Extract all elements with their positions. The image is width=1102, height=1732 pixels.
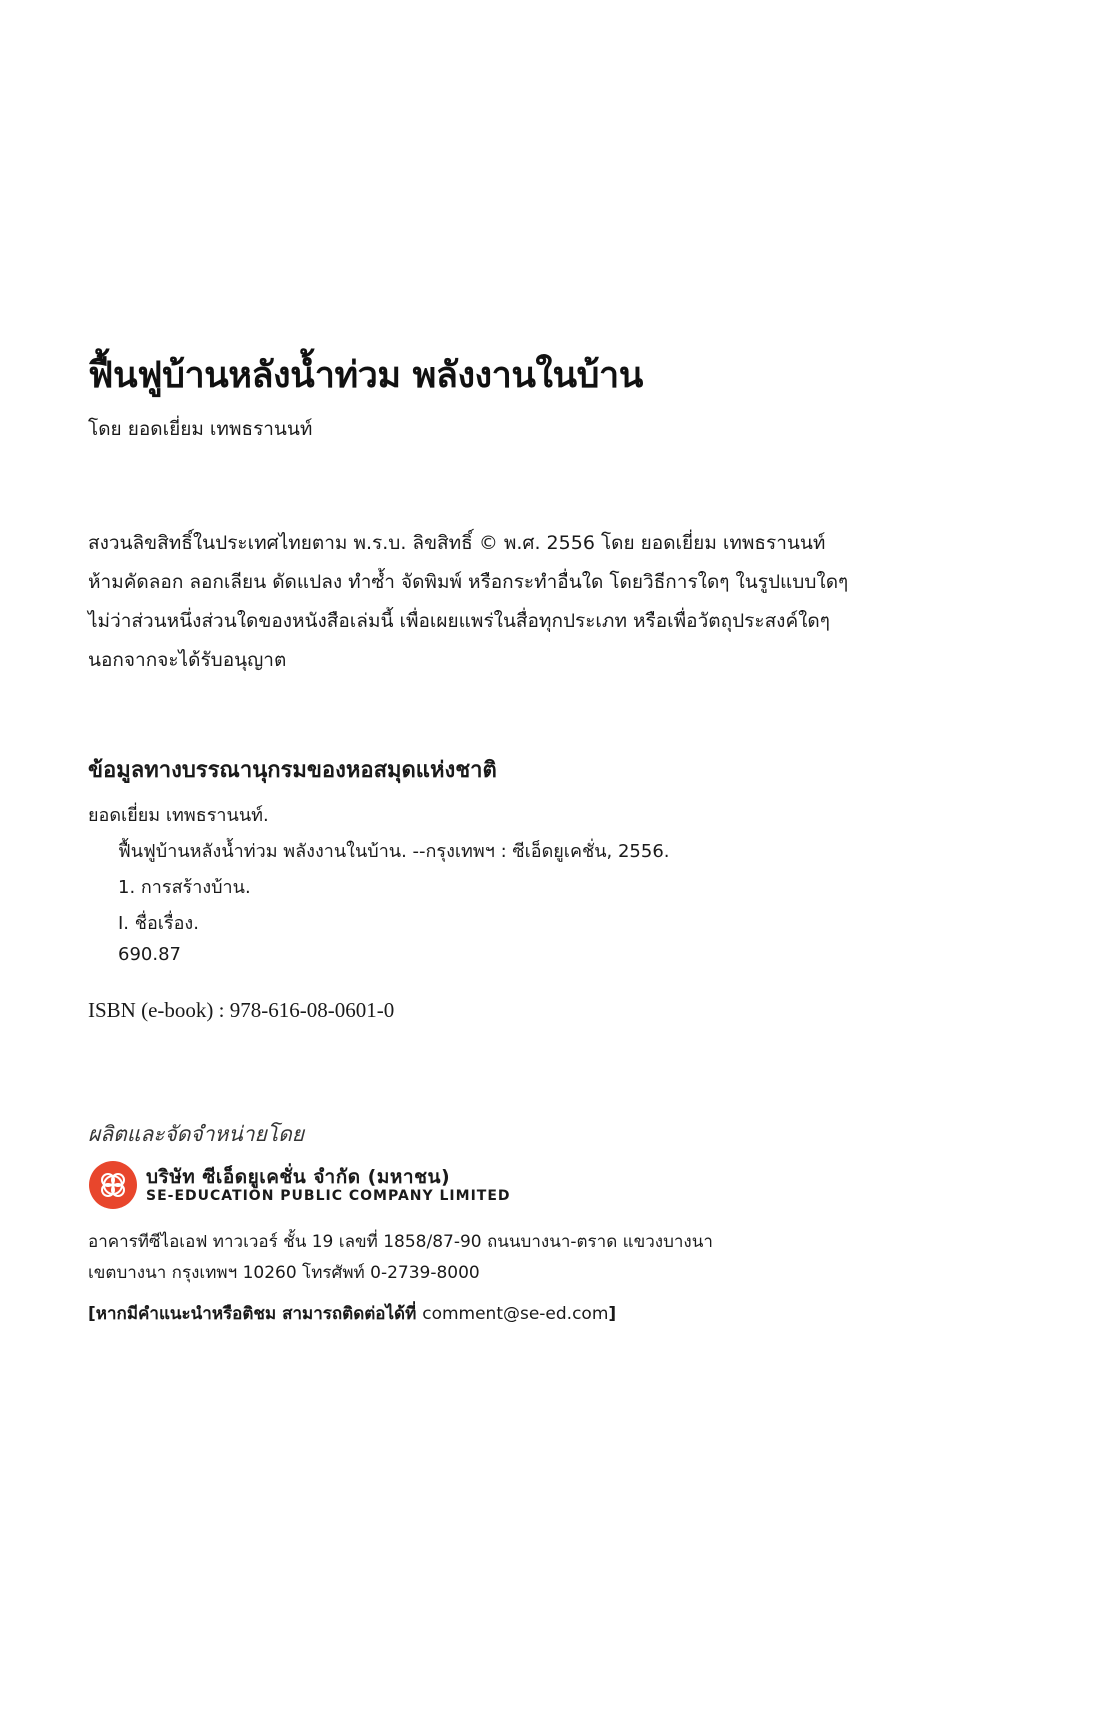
company-name-thai: บริษัท ซีเอ็ดยูเคชั่น จำกัด (มหาชน)	[146, 1166, 451, 1188]
contact-suffix: ]	[608, 1304, 617, 1324]
cip-title-entry: I. ชื่อเรื่อง.	[118, 913, 199, 934]
publisher-address-line: อาคารทีซีไอเอฟ ทาวเวอร์ ชั้น 19 เลขที่ 1858/87-90 ถนนบางนา-ตราด แขวงบางนา	[88, 1232, 713, 1252]
cip-heading: ข้อมูลทางบรรณานุกรมของหอสมุดแห่งชาติ	[88, 758, 497, 783]
contact-note	[88, 1300, 616, 1327]
publisher-address-line: เขตบางนา กรุงเทพฯ 10260 โทรศัพท์ 0-2739-8000	[88, 1263, 480, 1283]
se-ed-logo-icon-graphic	[88, 1160, 138, 1210]
copyright-line: สงวนลิขสิทธิ์ในประเทศไทยตาม พ.ร.บ. ลิขสิทธิ์ © พ.ศ. 2556 โดย ยอดเยี่ยม เทพธรานนท์	[88, 532, 826, 554]
book-title: ฟื้นฟูบ้านหลังน้ำท่วม พลังงานในบ้าน	[88, 355, 643, 396]
copyright-line: นอกจากจะได้รับอนุญาต	[88, 649, 287, 671]
contact-email-link[interactable]: comment@se-ed.com	[422, 1304, 609, 1324]
isbn: ISBN (e-book) : 978-616-08-0601-0	[88, 998, 395, 1022]
se-ed-logo-icon	[88, 1160, 138, 1210]
book-author: โดย ยอดเยี่ยม เทพธรานนท์	[88, 418, 313, 440]
cip-author: ยอดเยี่ยม เทพธรานนท์.	[88, 805, 269, 826]
cip-subject: 1. การสร้างบ้าน.	[118, 877, 251, 898]
copyright-line: ไม่ว่าส่วนหนึ่งส่วนใดของหนังสือเล่มนี้ เพื่อเผยแพร่ในสื่อทุกประเภท หรือเพื่อวัตถุประสงค์ใดๆ	[88, 610, 830, 632]
company-name-english: SE-EDUCATION PUBLIC COMPANY LIMITED	[146, 1188, 511, 1204]
cip-title-line: ฟื้นฟูบ้านหลังน้ำท่วม พลังงานในบ้าน. --กรุงเทพฯ : ซีเอ็ดยูเคชั่น, 2556.	[118, 841, 670, 862]
copyright-line: ห้ามคัดลอก ลอกเลียน ดัดแปลง ทำซ้ำ จัดพิมพ์ หรือกระทำอื่นใด โดยวิธีการใดๆ ในรูปแบบใดๆ	[88, 571, 849, 593]
contact-prefix: [หากมีคำแนะนำหรือติชม สามารถติดต่อได้ที่	[88, 1304, 423, 1324]
cip-classification: 690.87	[118, 944, 181, 965]
publisher-label: ผลิตและจัดจำหน่ายโดย	[88, 1122, 305, 1146]
